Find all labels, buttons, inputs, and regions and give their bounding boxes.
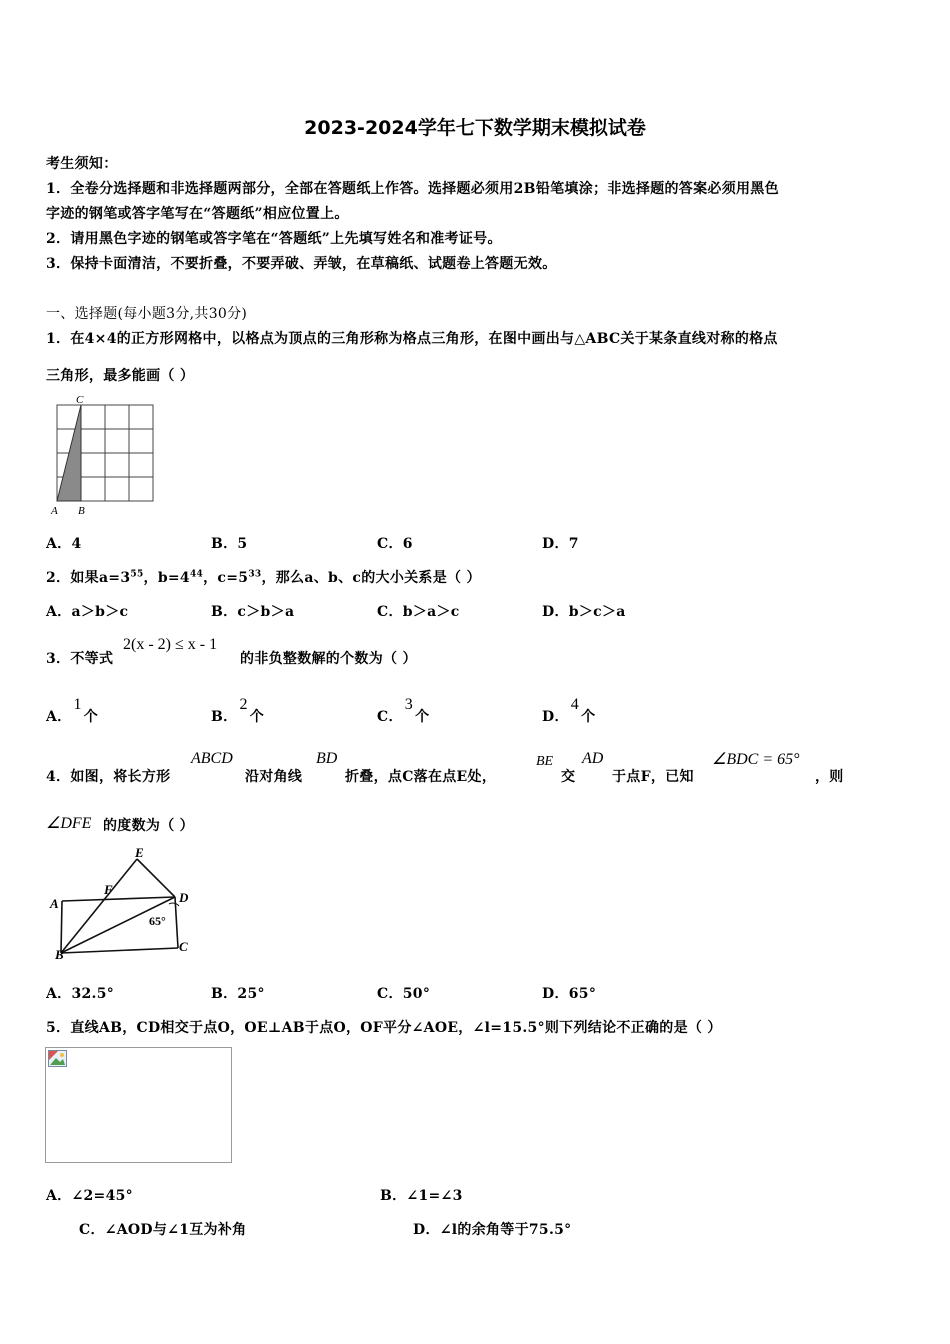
q4-math-abcd: ABCD [191, 750, 233, 767]
q2-option-b[interactable]: B．c＞b＞a [211, 604, 295, 620]
q2-text [46, 567, 481, 587]
q4-math-bd: BD [316, 750, 338, 767]
q4-option-d[interactable]: D．65° [542, 986, 597, 1002]
notice-heading: 考生须知： [46, 156, 118, 172]
q4-math-be: BE [536, 754, 554, 769]
q2-exp-c: 33 [248, 569, 262, 580]
q2-option-c[interactable]: C．b＞a＞c [377, 604, 460, 620]
q1-option-a[interactable]: A．4 [46, 536, 82, 552]
label-b: B [78, 505, 85, 517]
q1-text: 1．在4×4的正方形网格中，以格点为顶点的三角形称为格点三角形，在图中画出与△ABC关于某条直线对称的格点 [46, 331, 778, 347]
q4-math-angle-bdc: ∠BDC = 65° [712, 751, 800, 768]
label-c: C [76, 394, 84, 406]
q2-exp-b: 44 [189, 569, 204, 580]
q1-option-d[interactable]: D．7 [542, 536, 579, 552]
option-label: A． [46, 709, 72, 725]
q4-text-part: ，则 [815, 769, 844, 785]
notice-item: 3．保持卡面清洁，不要折叠，不要弄破、弄皱，在草稿纸、试题卷上答题无效。 [46, 256, 557, 272]
q4-text-part: 于点F，已知 [612, 769, 694, 785]
q2-option-a[interactable]: A．a＞b＞c [46, 604, 129, 620]
q1-text-cont: 三角形，最多能画（ ） [46, 368, 195, 384]
q4-text-part: 的度数为（ ） [103, 818, 194, 834]
notice-item: 2．请用黑色字迹的钢笔或答字笔在“答题纸”上先填写姓名和准考证号。 [46, 231, 502, 247]
option-label: B． [211, 709, 238, 725]
q1-option-b[interactable]: B．5 [211, 536, 248, 552]
q5-text: 5．直线AB，CD相交于点O，OE⊥AB于点O，OF平分∠AOE，∠l=15.5°则下列结论不正确的是（ ） [46, 1020, 722, 1036]
option-unit: 个 [581, 709, 596, 725]
q1-option-c[interactable]: C．6 [377, 536, 413, 552]
q3-option-d[interactable] [542, 696, 596, 726]
q4-text-part: 折叠，点C落在点E处， [345, 769, 497, 785]
option-number: 1 [73, 696, 82, 713]
q4-math-ad: AD [582, 750, 604, 767]
label-c: C [179, 939, 188, 954]
q5-option-a[interactable]: A．∠2=45° [46, 1188, 133, 1204]
q2-suffix: ，那么a、b、c的大小关系是（ ） [261, 570, 481, 586]
option-unit: 个 [83, 709, 99, 725]
notice-item: 1．全卷分选择题和非选择题两部分，全部在答题纸上作答。选择题必须用2B铅笔填涂；非选择题的答案必须用黑色 [46, 181, 779, 197]
angle-label: 65° [149, 914, 166, 928]
label-f: F [104, 882, 113, 897]
q4-option-c[interactable]: C．50° [377, 986, 431, 1002]
label-b: B [55, 947, 64, 962]
q3-option-c[interactable] [377, 696, 430, 726]
option-number: 2 [239, 696, 248, 713]
label-a: A [50, 896, 59, 911]
q2-mid1: ，b=4 [143, 570, 190, 586]
option-label: C． [377, 709, 403, 725]
option-unit: 个 [415, 709, 430, 725]
q4-text-part: 交 [561, 769, 576, 785]
q4-option-b[interactable]: B．25° [211, 986, 265, 1002]
q5-option-c[interactable]: C．∠AOD与∠1互为补角 [79, 1222, 247, 1238]
page-title: 2023-2024学年七下数学期末模拟试卷 [304, 117, 646, 139]
q2-prefix: 2．如果a=3 [46, 570, 131, 586]
q4-option-a[interactable]: A．32.5° [46, 986, 115, 1002]
fold-lines [61, 859, 175, 953]
q4-text-part: 沿对角线 [245, 769, 303, 785]
section-heading: 一、选择题(每小题3分,共30分) [46, 306, 248, 322]
q3-prefix: 3．不等式 [46, 651, 114, 667]
label-e: E [135, 846, 144, 860]
option-number: 3 [404, 696, 414, 713]
label-d: D [179, 890, 189, 905]
label-a: A [51, 505, 58, 517]
broken-image-icon [48, 1050, 68, 1068]
option-unit: 个 [249, 709, 265, 725]
notice-item: 字迹的钢笔或答字笔写在“答题纸”相应位置上。 [46, 206, 349, 222]
q3-option-a[interactable] [46, 696, 99, 726]
option-number: 4 [570, 696, 580, 713]
q4-fold-figure [45, 846, 205, 964]
option-label: D． [542, 709, 569, 725]
q2-mid2: ，c=5 [203, 570, 249, 586]
angle-arc [169, 903, 179, 906]
q5-option-d[interactable]: D．∠l的余角等于75.5° [413, 1222, 572, 1238]
q2-exp-a: 55 [130, 569, 144, 580]
q5-option-b[interactable]: B．∠1=∠3 [380, 1188, 463, 1204]
q1-grid-figure [45, 392, 160, 520]
q3-option-b[interactable] [211, 696, 265, 726]
q2-option-d[interactable]: D．b＞c＞a [542, 604, 626, 620]
q3-suffix: 的非负整数解的个数为（ ） [240, 651, 417, 667]
q3-inequality: 2(x - 2) ≤ x - 1 [123, 636, 218, 653]
q4-text-part: 4．如图，将长方形 [46, 769, 171, 785]
q5-figure-placeholder [45, 1047, 232, 1163]
q4-math-angle-dfe: ∠DFE [46, 815, 92, 832]
